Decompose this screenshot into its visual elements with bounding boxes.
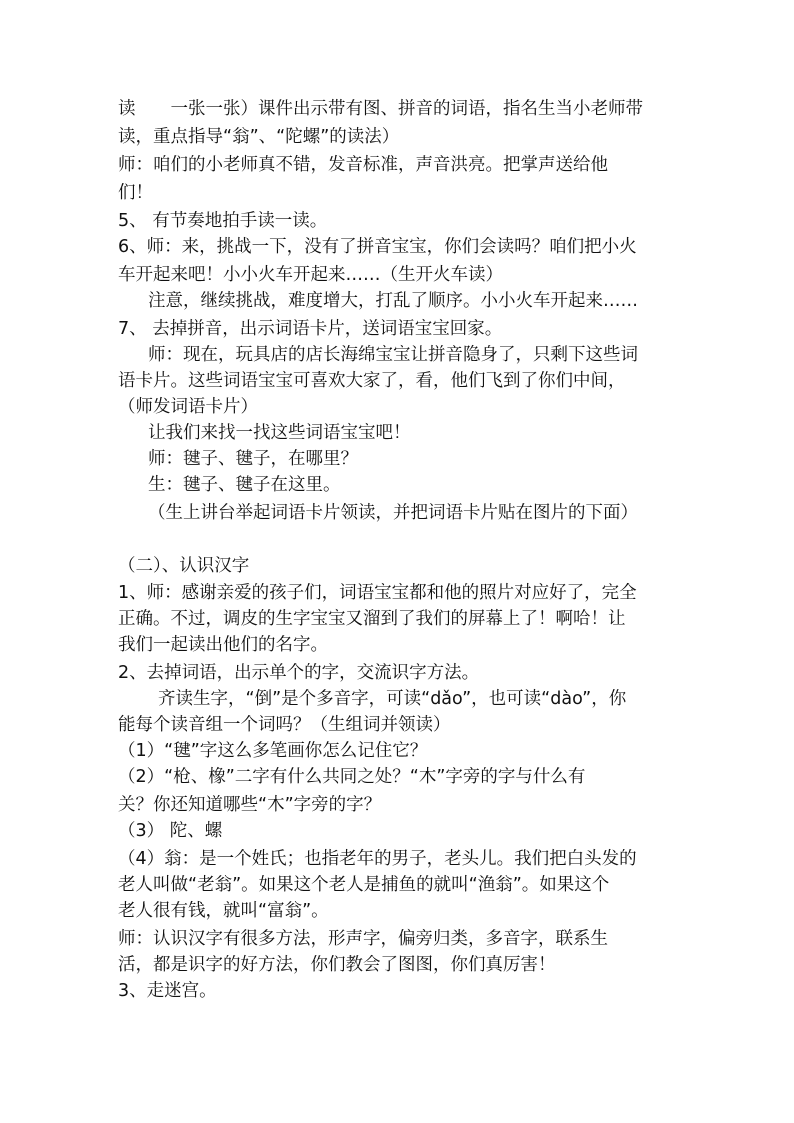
text-line: 车开起来吧！小小火车开起来……（生开火车读）	[118, 265, 503, 285]
text-line: 3、走迷宫。	[118, 981, 217, 1001]
text-line: （2）“枪、橡”二字有什么共同之处？“木”字旁的字与什么有	[118, 767, 586, 787]
text-line: 关？你还知道哪些“木”字旁的字？	[118, 795, 382, 815]
text-line: 齐读生字，“倒”是个多音字，可读“dǎo”，也可读“dào”，你	[158, 689, 627, 709]
text-line: 6、师：来，挑战一下，没有了拼音宝宝，你们会读吗？咱们把小火	[118, 237, 637, 257]
text-line: 生：毽子、毽子在这里。	[148, 475, 341, 495]
text-line: （1）“毽”字这么多笔画你怎么记住它？	[118, 741, 428, 761]
text-line: （4）翁：是一个姓氏；也指老年的男子，老头儿。我们把白头发的	[118, 849, 637, 869]
section-heading: （二）、认识汉字	[118, 556, 250, 576]
text-line: 师：咱们的小老师真不错，发音标准，声音洪亮。把掌声送给他	[118, 155, 608, 175]
text-line: 师：毽子、毽子，在哪里？	[148, 449, 358, 469]
text-line: 注意，继续挑战，难度增大，打乱了顺序。小小火车开起来……	[148, 291, 638, 311]
text-line: 语卡片。这些词语宝宝可喜欢大家了，看，他们飞到了你们中间，	[118, 371, 626, 391]
text-line: 读 一张一张）课件出示带有图、拼音的词语，指名生当小老师带	[118, 99, 643, 119]
text-line: 能每个读音组一个词吗？（生组词并领读）	[118, 715, 451, 735]
text-line: 读，重点指导“翁”、“陀螺”的读法）	[118, 127, 400, 147]
text-line: 师：认识汉字有很多方法，形声字，偏旁归类，多音字，联系生	[118, 929, 608, 949]
text-line: 7、 去掉拼音，出示词语卡片，送词语宝宝回家。	[118, 319, 503, 339]
text-line: 活，都是识字的好方法，你们教会了图图，你们真厉害！	[118, 955, 556, 975]
text-line: 1、师：感谢亲爱的孩子们，词语宝宝都和他的照片对应好了，完全	[118, 583, 637, 603]
text-line: 老人很有钱，就叫“富翁”。	[118, 901, 329, 921]
text-line: 2、去掉词语，出示单个的字，交流识字方法。	[118, 663, 480, 683]
text-line: 我们一起读出他们的名字。	[118, 635, 328, 655]
text-line: 5、 有节奏地拍手读一读。	[118, 211, 328, 231]
text-line: （3） 陀、螺	[118, 821, 223, 841]
text-line: 们！	[118, 183, 153, 203]
text-line: 老人叫做“老翁”。如果这个老人是捕鱼的就叫“渔翁”。如果这个	[118, 875, 610, 895]
text-line: （生上讲台举起词语卡片领读，并把词语卡片贴在图片的下面）	[148, 503, 638, 523]
text-line: 正确。不过，调皮的生字宝宝又溜到了我们的屏幕上了！啊哈！让	[118, 609, 626, 629]
text-line: 师：现在，玩具店的店长海绵宝宝让拼音隐身了，只剩下这些词	[148, 345, 638, 365]
text-line: （师发词语卡片）	[118, 397, 258, 417]
text-line: 让我们来找一找这些词语宝宝吧！	[148, 423, 411, 443]
